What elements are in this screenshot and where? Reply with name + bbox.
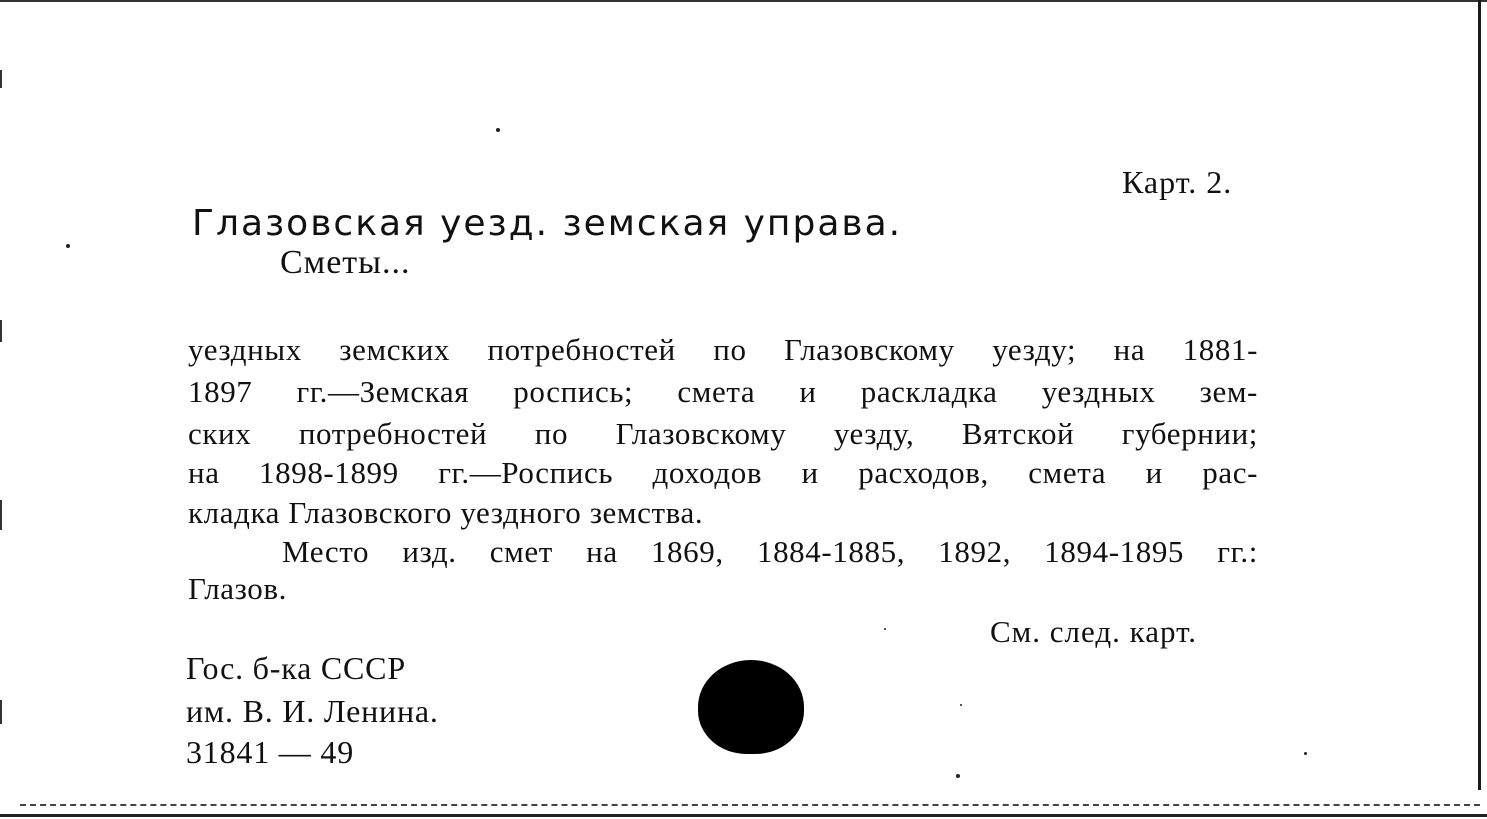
see-next-card-note: См. след. карт.	[990, 614, 1198, 649]
body-line: на 1898-1899 гг.—Роспись доходов и расходов, смета и рас-	[188, 455, 1258, 490]
publication-place-city: Глазов.	[188, 571, 287, 606]
scan-speck	[66, 244, 70, 248]
scan-speck	[960, 704, 962, 706]
punch-hole	[698, 660, 804, 754]
card-heading: Глазовская уезд. земская управа.	[192, 203, 903, 244]
library-name: Гос. б-ка СССР	[186, 650, 406, 686]
body-line: ских потребностей по Глазовскому уезду, Вятской губернии;	[188, 416, 1258, 451]
body-line: 1897 гг.—Земская роспись; смета и раскладка уездных зем-	[188, 374, 1258, 409]
scan-edge-mark	[0, 700, 2, 724]
scan-border-bottom-dashed	[20, 804, 1480, 808]
catalog-number: 31841 — 49	[186, 734, 354, 770]
publication-place-line: Место изд. смет на 1869, 1884-1885, 1892, 1894-1895 гг.:	[282, 534, 1258, 569]
scan-speck	[496, 128, 500, 132]
scan-edge-mark	[0, 500, 2, 530]
scan-edge-mark	[0, 70, 2, 88]
scan-speck	[1304, 752, 1307, 755]
card-subheading: Сметы...	[280, 244, 411, 281]
scan-border-top	[0, 0, 1487, 2]
scan-border-right	[1478, 0, 1481, 790]
scan-edge-mark	[0, 320, 2, 342]
scan-border-bottom	[0, 814, 1487, 817]
body-line: уездных земских потребностей по Глазовскому уезду; на 1881-	[188, 332, 1258, 367]
scan-speck	[956, 774, 960, 778]
card-number: Карт. 2.	[1122, 164, 1233, 200]
body-line: кладка Глазовского уездного земства.	[188, 495, 704, 530]
library-name-continued: им. В. И. Ленина.	[186, 693, 439, 729]
scan-speck	[884, 628, 886, 630]
